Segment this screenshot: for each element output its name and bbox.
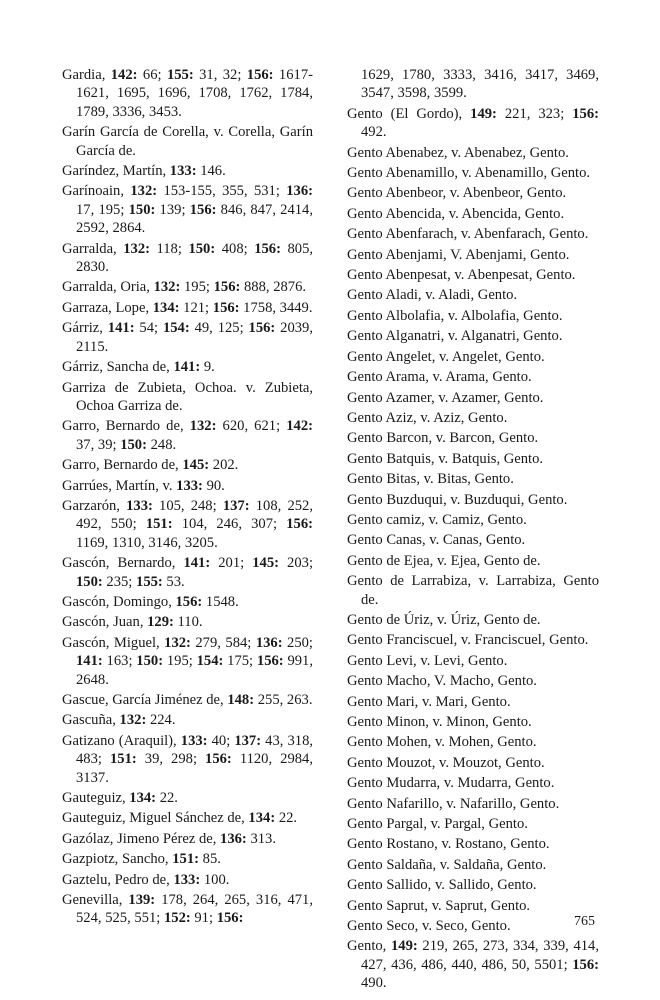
volume-number: 155: xyxy=(136,573,163,590)
index-entry xyxy=(62,240,313,277)
entry-text: Gento Abenamillo, v. Abenamillo, Gento. xyxy=(347,165,591,182)
index-entry xyxy=(347,774,599,792)
entry-text: 17, 195; xyxy=(76,201,129,218)
index-entry xyxy=(62,593,313,611)
entry-text: Gento Abencida, v. Abencida, Gento. xyxy=(347,205,565,222)
volume-number: 134: xyxy=(152,299,180,316)
volume-number: 132: xyxy=(153,279,181,296)
index-entry xyxy=(62,182,313,237)
volume-number: 155: xyxy=(166,67,194,83)
entry-text: Gento Minon, v. Minon, Gento. xyxy=(347,714,532,730)
volume-number: 151: xyxy=(172,851,199,868)
entry-text: Gauteguiz, Miguel Sánchez de, xyxy=(62,810,249,827)
entry-text: 178, 264, 265, 316, 471, 524, 525, 551; xyxy=(76,892,313,927)
volume-number: 132: xyxy=(130,183,158,200)
entry-text: Gento Saprut, v. Saprut, Gento. xyxy=(347,897,531,914)
volume-number: 134: xyxy=(248,810,276,827)
volume-number: 152: xyxy=(163,910,191,927)
index-entry xyxy=(347,693,599,711)
volume-number: 150: xyxy=(128,201,156,218)
index-column-left xyxy=(62,66,313,930)
volume-number: 142: xyxy=(110,67,138,83)
entry-text: Garrúes, Martín, v. xyxy=(62,477,177,494)
volume-number: 136: xyxy=(255,634,283,651)
entry-text: Gento de Larrabiza, v. Larrabiza, Gento de. xyxy=(347,573,599,608)
entry-text: 224. xyxy=(146,712,176,729)
entry-text: Gento Bitas, v. Bitas, Gento. xyxy=(347,471,514,488)
entry-text: 203; xyxy=(279,555,313,572)
entry-text: 175; xyxy=(223,653,257,670)
volume-number: 156: xyxy=(256,653,284,670)
volume-number: 134: xyxy=(129,790,157,807)
index-entry xyxy=(347,713,599,731)
entry-text: 43, 318, 483; xyxy=(76,732,314,768)
entry-text: Gento, xyxy=(347,938,391,955)
entry-text: Gento Nafarillo, v. Nafarillo, Gento. xyxy=(347,795,560,812)
entry-text: Gento Abenpesat, v. Abenpesat, Gento. xyxy=(347,267,576,284)
volume-number: 149: xyxy=(390,938,418,955)
entry-text: 235; xyxy=(102,573,137,590)
index-entry xyxy=(347,491,599,509)
entry-text: 250; xyxy=(282,634,313,651)
volume-number: 136: xyxy=(286,183,313,200)
entry-text: Gaztelu, Pedro de, xyxy=(62,871,174,888)
entry-text: Garíndez, Martín, xyxy=(62,163,170,180)
index-entry xyxy=(347,856,599,874)
volume-number: 150: xyxy=(120,436,147,453)
entry-text: Gento Mouzot, v. Mouzot, Gento. xyxy=(347,754,545,771)
entry-text: Garralda, Oria, xyxy=(62,279,154,296)
index-entry xyxy=(347,795,599,813)
entry-text: Gascuña, xyxy=(62,712,120,729)
entry-text: Gento Abenabez, v. Abenabez, Gento. xyxy=(347,144,569,161)
entry-text: 490. xyxy=(361,975,387,992)
entry-text: 104, 246, 307; xyxy=(172,516,287,533)
volume-number: 141: xyxy=(107,320,135,337)
entry-text: Gento Abenfarach, v. Abenfarach, Gento. xyxy=(347,226,589,243)
entry-text: 195; xyxy=(180,279,214,296)
entry-text: Gento Alganatri, v. Alganatri, Gento. xyxy=(347,328,563,345)
volume-number: 136: xyxy=(220,830,247,847)
index-entry xyxy=(347,225,599,243)
index-entry xyxy=(62,691,313,709)
volume-number: 141: xyxy=(76,653,103,670)
index-entry xyxy=(347,572,599,609)
index-entry xyxy=(347,389,599,407)
entry-text: 146. xyxy=(196,163,226,180)
volume-number: 142: xyxy=(286,418,313,435)
entry-text: 1548. xyxy=(202,593,239,610)
volume-number: 156: xyxy=(213,279,241,296)
index-entry xyxy=(62,613,313,631)
volume-number: 139: xyxy=(128,892,156,909)
index-entry xyxy=(347,652,599,670)
index-entry xyxy=(347,552,599,570)
entry-text: Gento Aziz, v. Aziz, Gento. xyxy=(347,409,508,426)
entry-text: Gento Batquis, v. Batquis, Gento. xyxy=(347,450,544,467)
volume-number: 133: xyxy=(126,497,153,514)
entry-text: 54; xyxy=(134,320,163,337)
index-column-right xyxy=(347,66,599,995)
entry-text: 1169, 1310, 3146, 3205. xyxy=(76,534,218,551)
entry-text: 888, 2876. xyxy=(240,279,307,296)
entry-text: 105, 248; xyxy=(152,497,223,514)
entry-text: Gento Barcon, v. Barcon, Gento. xyxy=(347,430,539,447)
entry-text: Gento Mari, v. Mari, Gento. xyxy=(347,693,511,710)
entry-text: Gento Abenjami, V. Abenjami, Gento. xyxy=(347,246,570,263)
index-entry xyxy=(62,456,313,474)
volume-number: 133: xyxy=(180,732,208,749)
index-entry xyxy=(62,732,313,787)
index-entry xyxy=(62,871,313,889)
entry-text: 110. xyxy=(173,614,203,631)
index-entry xyxy=(62,554,313,591)
volume-number: 133: xyxy=(173,871,201,888)
entry-text: Gento Azamer, v. Azamer, Gento. xyxy=(347,389,544,406)
index-entry xyxy=(62,711,313,729)
index-entry xyxy=(347,105,599,142)
index-entry xyxy=(62,809,313,827)
entry-text: 22. xyxy=(156,790,178,807)
entry-text: 108, 252, 492, 550; xyxy=(76,497,313,533)
volume-number: 156: xyxy=(246,67,274,83)
entry-text: 248. xyxy=(146,436,177,453)
index-entry xyxy=(347,917,599,935)
entry-text: Gento Albolafia, v. Albolafia, Gento. xyxy=(347,307,563,324)
index-entry xyxy=(347,897,599,915)
entry-text: 66; xyxy=(137,67,167,83)
volume-number: 133: xyxy=(176,477,203,494)
entry-text: Gento camiz, v. Camiz, Gento. xyxy=(347,511,527,528)
index-entry xyxy=(62,299,313,317)
entry-text: Gascue, García Jiménez de, xyxy=(62,692,228,708)
index-entry xyxy=(62,162,313,180)
entry-text: Gento Macho, V. Macho, Gento. xyxy=(347,673,537,690)
entry-text: 91; xyxy=(190,910,217,927)
index-entry xyxy=(347,511,599,529)
volume-number: 156: xyxy=(286,516,314,533)
index-entry xyxy=(62,123,313,160)
index-entry xyxy=(347,266,599,284)
index-entry xyxy=(347,531,599,549)
index-entry xyxy=(347,429,599,447)
index-entry xyxy=(347,348,599,366)
index-entry xyxy=(62,497,313,552)
index-entry xyxy=(62,634,313,689)
entry-text: Garro, Bernardo de, xyxy=(62,457,183,474)
index-entry xyxy=(347,450,599,468)
index-entry xyxy=(62,358,313,376)
volume-number: 141: xyxy=(183,555,211,572)
volume-number: 151: xyxy=(109,751,137,768)
index-entry xyxy=(347,937,599,992)
entry-text: 255, 263. xyxy=(254,692,313,708)
index-entry xyxy=(62,417,313,454)
index-entry xyxy=(347,205,599,223)
entry-text: Gento Aladi, v. Aladi, Gento. xyxy=(347,287,518,304)
entry-text: Gento de Ejea, v. Ejea, Gento de. xyxy=(347,552,541,569)
entry-text: 53. xyxy=(162,573,185,590)
entry-text: Garriza de Zubieta, Ochoa. v. Zubieta, Ochoa Garriza de. xyxy=(62,379,313,414)
entry-text: Garraza, Lope, xyxy=(62,299,153,316)
index-entry xyxy=(347,368,599,386)
volume-number: 156: xyxy=(212,299,240,316)
entry-text: Gento (El Gordo), xyxy=(347,105,471,122)
entry-text: 805, 2830. xyxy=(76,240,314,276)
index-entry xyxy=(347,733,599,751)
index-entry xyxy=(347,144,599,162)
entry-text: Gárriz, xyxy=(62,320,108,337)
entry-text: Gárriz, Sancha de, xyxy=(62,359,174,376)
entry-text: Gento Sallido, v. Sallido, Gento. xyxy=(347,877,537,894)
entry-text: 85. xyxy=(199,851,221,868)
entry-text: Gento Pargal, v. Pargal, Gento. xyxy=(347,816,528,833)
entry-text: Gento Angelet, v. Angelet, Gento. xyxy=(347,348,545,365)
volume-number: 150: xyxy=(188,240,216,257)
entry-text: 201; xyxy=(210,555,253,572)
index-entry xyxy=(347,835,599,853)
entry-text: 846, 847, 2414, 2592, 2864. xyxy=(76,201,314,237)
entry-text: 139; xyxy=(155,201,190,218)
index-entry xyxy=(347,184,599,202)
entry-text: 39, 298; xyxy=(136,751,206,768)
entry-text: Gauteguiz, xyxy=(62,790,130,807)
entry-text: Gento Canas, v. Canas, Gento. xyxy=(347,532,526,549)
entry-text: 1629, 1780, 3333, 3416, 3417, 3469, 3547, 3598, 3599. xyxy=(361,67,599,102)
page-number: 765 xyxy=(574,914,595,929)
index-entry xyxy=(347,307,599,325)
entry-text: Gardia, xyxy=(62,67,111,83)
volume-number: 129: xyxy=(147,614,174,631)
index-entry xyxy=(347,409,599,427)
entry-text: 991, 2648. xyxy=(76,653,313,688)
entry-text: Gento Arama, v. Arama, Gento. xyxy=(347,369,532,386)
index-entry xyxy=(347,611,599,629)
entry-text: 121; xyxy=(179,299,213,316)
volume-number: 154: xyxy=(162,320,190,337)
entry-text: Gento Mohen, v. Mohen, Gento. xyxy=(347,734,537,751)
entry-text: 37, 39; xyxy=(76,436,121,453)
volume-number: 156: xyxy=(205,751,232,768)
volume-number: 150: xyxy=(76,573,103,590)
entry-text: Gazpiotz, Sancho, xyxy=(62,851,173,868)
entry-text: 195; xyxy=(163,653,197,670)
volume-number: 156: xyxy=(175,593,203,610)
entry-text: Gento Mudarra, v. Mudarra, Gento. xyxy=(347,775,555,792)
entry-text: 313. xyxy=(246,830,276,847)
index-entry xyxy=(347,672,599,690)
entry-text: 153-155, 355, 531; xyxy=(157,183,287,200)
entry-text: 620, 621; xyxy=(216,418,287,435)
index-entry xyxy=(62,319,313,356)
entry-text: Gento Abenbeor, v. Abenbeor, Gento. xyxy=(347,185,567,202)
entry-text: 1758, 3449. xyxy=(239,299,313,316)
volume-number: 132: xyxy=(123,240,150,257)
index-entry xyxy=(347,876,599,894)
entry-text: 202. xyxy=(209,457,239,474)
entry-text: 9. xyxy=(200,359,215,376)
entry-text: 2039, 2115. xyxy=(76,320,313,355)
entry-text: Gascón, Miguel, xyxy=(62,634,165,651)
index-entry xyxy=(347,470,599,488)
entry-text: Genevilla, xyxy=(62,892,129,909)
entry-text: 22. xyxy=(275,810,298,827)
entry-text: Gazólaz, Jimeno Pérez de, xyxy=(62,830,221,847)
index-entry xyxy=(347,815,599,833)
volume-number: 156: xyxy=(248,320,276,337)
entry-text: 31, 32; xyxy=(193,67,247,83)
index-entry xyxy=(62,66,313,121)
index-entry xyxy=(347,631,599,649)
entry-text: 1120, 2984, 3137. xyxy=(76,751,313,786)
entry-text: Gascón, Bernardo, xyxy=(62,555,184,572)
entry-text: Gento de Úriz, v. Úriz, Gento de. xyxy=(347,611,541,628)
entry-text: Gento Seco, v. Seco, Gento. xyxy=(347,918,511,935)
volume-number: 145: xyxy=(252,555,280,572)
entry-text: Gascón, Domingo, xyxy=(62,593,176,610)
entry-text: Garro, Bernardo de, xyxy=(62,418,190,435)
entry-text: Gento Franciscuel, v. Franciscuel, Gento. xyxy=(347,632,589,649)
entry-text: Gento Levi, v. Levi, Gento. xyxy=(347,652,508,669)
volume-number: 132: xyxy=(189,418,217,435)
index-entry xyxy=(62,379,313,416)
entry-text: Garralda, xyxy=(62,240,124,257)
index-entry xyxy=(347,754,599,772)
index-entry xyxy=(62,278,313,296)
index-entry xyxy=(347,286,599,304)
volume-number: 132: xyxy=(164,634,191,651)
volume-number: 133: xyxy=(169,163,197,180)
entry-text: Gascón, Juan, xyxy=(62,614,148,631)
entry-text: 279, 584; xyxy=(190,634,256,651)
entry-text: Garín García de Corella, v. Corella, Garín García de. xyxy=(62,124,313,159)
entry-text: Garzarón, xyxy=(62,497,127,514)
index-entry xyxy=(347,327,599,345)
entry-text: Gento Saldaña, v. Saldaña, Gento. xyxy=(347,856,547,873)
entry-text: 49, 125; xyxy=(189,320,249,337)
index-entry xyxy=(62,830,313,848)
volume-number: 132: xyxy=(119,712,147,729)
index-entry xyxy=(62,850,313,868)
entry-text: 219, 265, 273, 334, 339, 414, 427, 436, 486, 440, 486, 50, 5501; xyxy=(361,938,599,973)
volume-number: 156: xyxy=(254,240,281,257)
volume-number: 154: xyxy=(196,653,224,670)
index-entry xyxy=(62,891,313,928)
volume-number: 150: xyxy=(136,653,164,670)
entry-text: 100. xyxy=(200,871,230,888)
entry-text: Gento Rostano, v. Rostano, Gento. xyxy=(347,836,550,853)
entry-text: Garínoain, xyxy=(62,183,131,200)
volume-number: 141: xyxy=(173,359,201,376)
volume-number: 156: xyxy=(572,956,599,973)
volume-number: 151: xyxy=(145,516,173,533)
volume-number: 137: xyxy=(234,732,262,749)
index-entry xyxy=(347,164,599,182)
entry-text: 1617-1621, 1695, 1696, 1708, 1762, 1784, 1789, 3336, 3453. xyxy=(76,67,313,120)
volume-number: 145: xyxy=(182,457,210,474)
entry-text: 163; xyxy=(102,653,137,670)
index-entry xyxy=(62,477,313,495)
index-entry xyxy=(347,246,599,264)
entry-text: Gatizano (Araquil), xyxy=(62,732,181,749)
entry-text: 118; xyxy=(149,240,189,257)
index-entry xyxy=(347,66,599,103)
entry-text: 492. xyxy=(361,124,387,141)
volume-number: 148: xyxy=(227,692,255,708)
volume-number: 149: xyxy=(470,105,497,122)
volume-number: 156: xyxy=(189,201,217,218)
entry-text: Gento Buzduqui, v. Buzduqui, Gento. xyxy=(347,491,568,508)
entry-text: 221, 323; xyxy=(496,105,573,122)
index-entry xyxy=(62,789,313,807)
entry-text: 90. xyxy=(202,477,225,494)
volume-number: 156: xyxy=(572,105,599,122)
entry-text: 408; xyxy=(215,240,255,257)
entry-text: 40; xyxy=(207,732,235,749)
volume-number: 137: xyxy=(222,497,250,514)
volume-number: 156: xyxy=(216,910,244,927)
